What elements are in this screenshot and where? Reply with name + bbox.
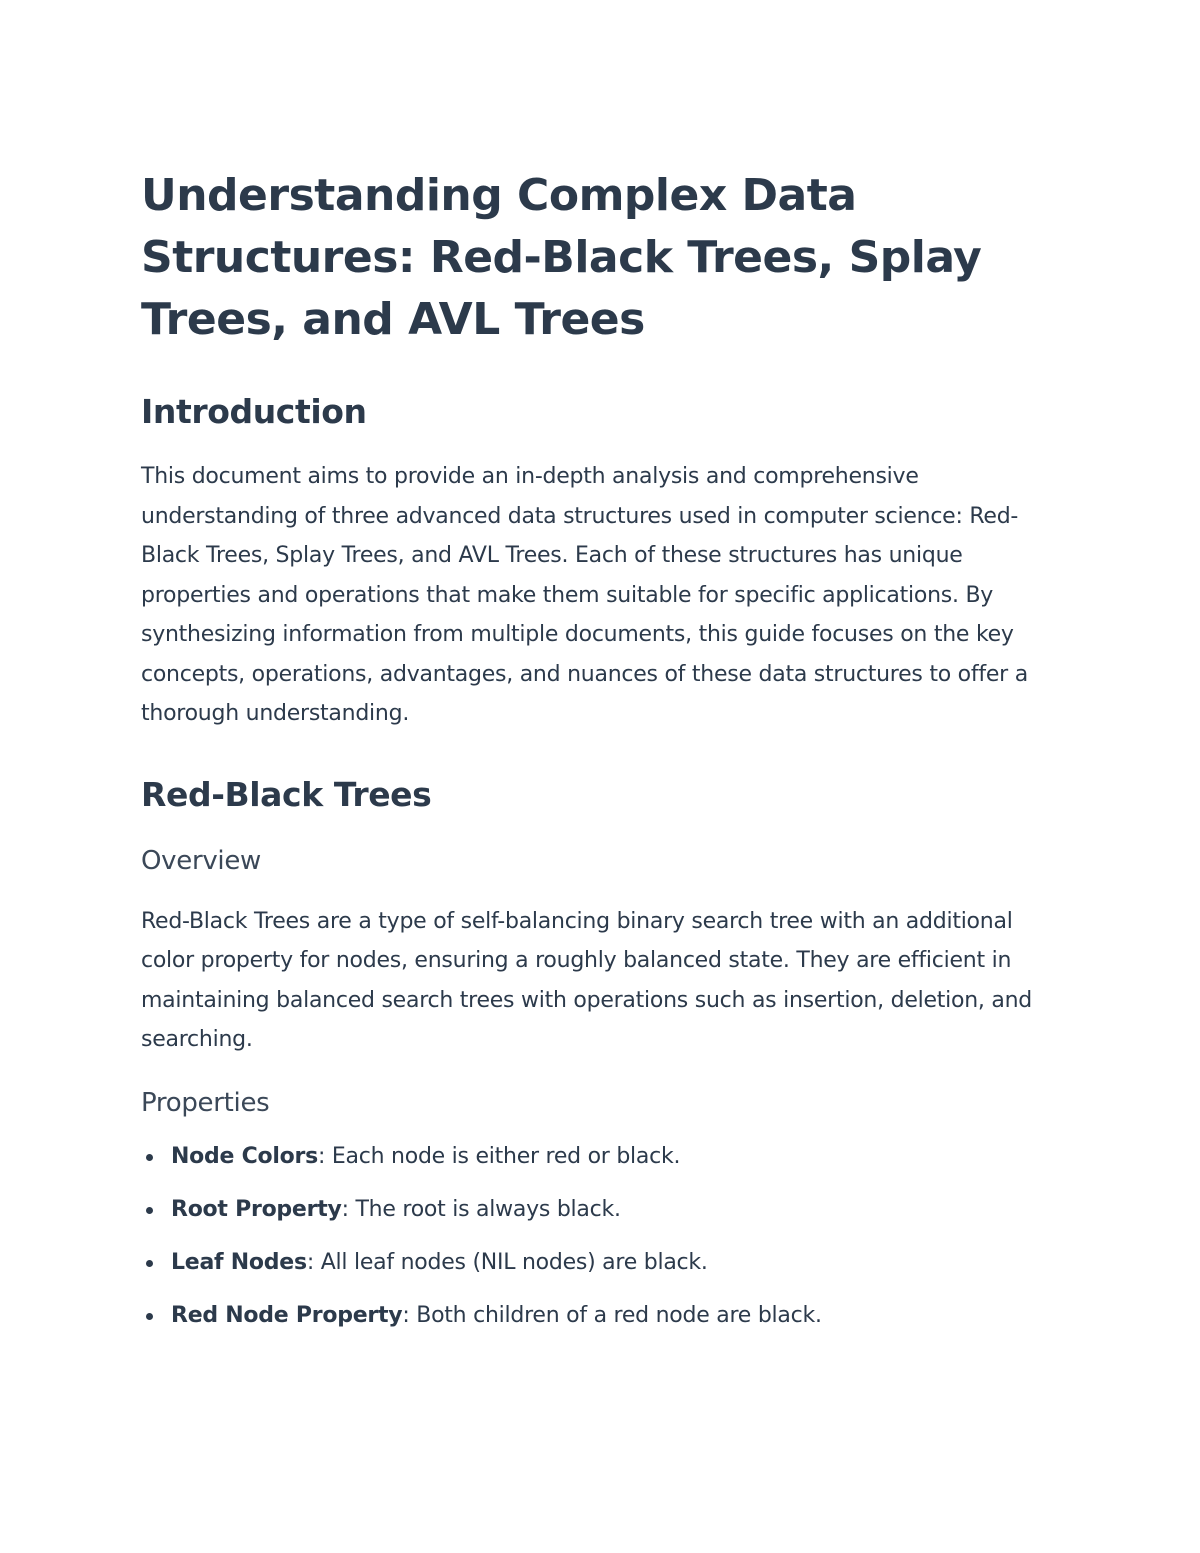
properties-heading: Properties: [141, 1087, 270, 1118]
overview-heading: Overview: [141, 845, 262, 876]
property-text: : Each node is either red or black.: [317, 1143, 681, 1169]
red-black-heading: Red-Black Trees: [141, 774, 432, 814]
property-term: Root Property: [171, 1196, 342, 1222]
document-page: [141, 165, 1051, 1352]
introduction-section: [141, 389, 1051, 734]
red-black-section: [141, 772, 1051, 1333]
introduction-paragraph: This document aims to provide an in-depth analysis and comprehensive understanding of three advanced data structures used in computer science: Red-Black Trees, Splay Trees, and AVL Trees. Each of these structures has unique properties and operations that make them suitable for specific applications. By synthesizing information from multiple documents, this guide focuses on the key concepts, operations, advantages, and nuances of these data structures to offer a thorough understanding.: [141, 464, 1028, 726]
property-term: Red Node Property: [171, 1302, 403, 1328]
property-term: Leaf Nodes: [171, 1249, 307, 1275]
list-item: [171, 1246, 1051, 1280]
overview-paragraph: Red-Black Trees are a type of self-balancing binary search tree with an additional color property for nodes, ensuring a roughly balanced state. They are efficient in maintaining balanced search trees with operations such as insertion, deletion, and searching.: [141, 908, 1033, 1052]
property-text: : All leaf nodes (NIL nodes) are black.: [306, 1249, 708, 1275]
list-item: [171, 1299, 1051, 1333]
property-text: : The root is always black.: [341, 1196, 621, 1222]
property-term: Node Colors: [171, 1143, 318, 1169]
introduction-heading: Introduction: [141, 392, 367, 431]
document-title: Understanding Complex Data Structures: Red-Black Trees, Splay Trees, and AVL Trees: [141, 170, 982, 345]
list-item: [171, 1193, 1051, 1227]
properties-list: [141, 1140, 1051, 1333]
property-text: : Both children of a red node are black.: [402, 1302, 822, 1328]
list-item: [171, 1140, 1051, 1174]
